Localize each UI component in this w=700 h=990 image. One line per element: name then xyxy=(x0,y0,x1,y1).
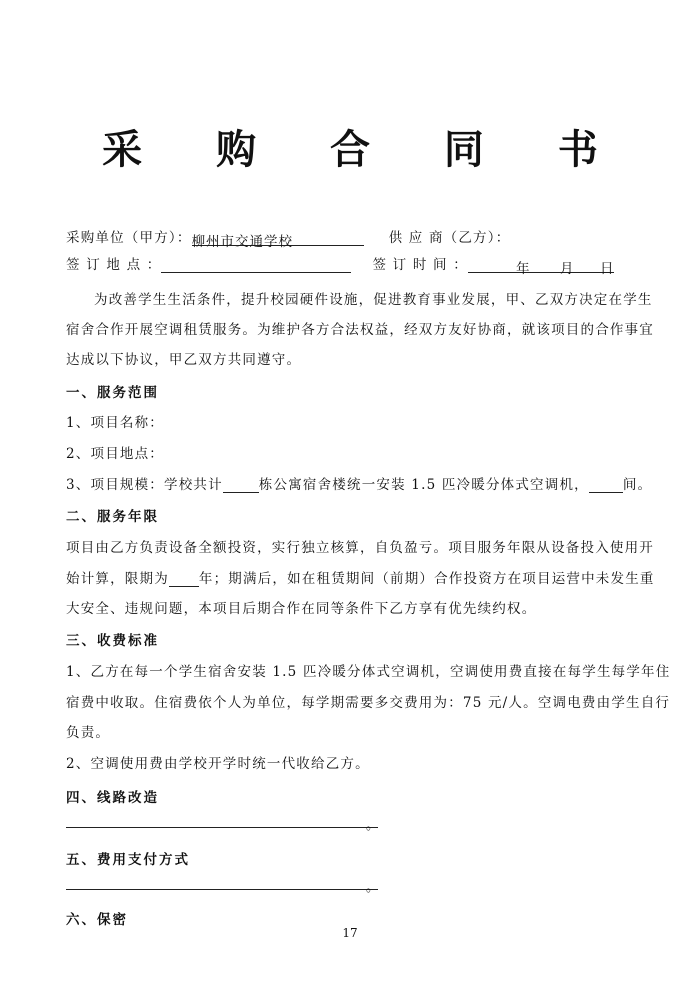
date-day: 日 xyxy=(599,261,615,277)
date-month: 月 xyxy=(559,261,575,277)
party-b-label: 供 应 商（乙方）： xyxy=(388,230,511,246)
intro-line-3: 达成以下协议，甲乙双方共同遵守。 xyxy=(66,352,302,368)
term-text-b: 年；期满后，如在租赁期间（前期）合作投资方在项目运营中未发生重 xyxy=(198,571,655,587)
project-location-line: 2、项目地点： xyxy=(66,446,164,462)
sign-time-field xyxy=(468,257,615,277)
payment-period: 。 xyxy=(366,880,380,895)
section-2-heading: 二、服务年限 xyxy=(66,509,159,525)
party-line xyxy=(66,226,511,250)
term-line-3: 大安全、违规问题，本项目后期合作在同等条件下乙方享有优先续约权。 xyxy=(66,601,537,617)
intro-line-2: 宿舍合作开展空调租赁服务。为维护各方合法权益，经双方友好协商，就该项目的合作事宜 xyxy=(66,322,654,338)
wiring-period: 。 xyxy=(366,818,380,833)
date-year: 年 xyxy=(515,261,531,277)
project-scale-line xyxy=(66,473,652,493)
fee-line-3: 负责。 xyxy=(66,725,111,741)
building-count-field xyxy=(223,477,259,493)
project-scale-text-c: 间。 xyxy=(622,477,653,493)
sign-place-label: 签 订 地 点 ： xyxy=(66,257,162,273)
document-title: 采 购 合 同 书 xyxy=(102,126,628,173)
sign-time-label: 签 订 时 间 ： xyxy=(372,257,468,273)
intro-line-1: 为改善学生生活条件，提升校园硬件设施，促进教育事业发展，甲、乙双方决定在学生 xyxy=(94,292,653,308)
section-4-heading: 四、线路改造 xyxy=(66,790,159,806)
term-line-2 xyxy=(66,567,655,587)
fee-line-1: 1、乙方在每一个学生宿舍安装 1.5 匹冷暖分体式空调机，空调使用费直接在每学生每学年住 xyxy=(66,664,671,680)
section-6-heading: 六、保密 xyxy=(66,912,128,928)
sign-line xyxy=(66,253,615,277)
party-a-label: 采购单位（甲方）： xyxy=(66,230,192,246)
room-count-field xyxy=(589,477,623,493)
page-number: 17 xyxy=(342,926,358,940)
project-scale-text-b: 栋公寓宿舍楼统一安装 1.5 匹冷暖分体式空调机， xyxy=(258,477,589,493)
term-line-1: 项目由乙方负责设备全额投资，实行独立核算，自负盈亏。项目服务年限从设备投入使用开 xyxy=(66,540,654,556)
section-5-heading: 五、费用支付方式 xyxy=(66,852,190,868)
sign-place-field xyxy=(161,257,351,273)
term-text-a: 始计算，限期为 xyxy=(66,571,169,587)
payment-blank-line xyxy=(66,888,378,890)
section-1-heading: 一、服务范围 xyxy=(66,385,159,401)
term-years-field xyxy=(169,571,199,587)
wiring-blank-line xyxy=(66,826,378,828)
project-scale-text-a: 3、项目规模：学校共计 xyxy=(66,477,223,493)
fee-line-2: 宿费中收取。住宿费依个人为单位，每学期需要多交费用为：75 元/人。空调电费由学生自行 xyxy=(66,695,671,711)
project-name-line: 1、项目名称： xyxy=(66,415,164,431)
party-a-value: 柳州市交通学校 xyxy=(192,230,364,246)
section-3-heading: 三、收费标准 xyxy=(66,633,159,649)
fee-line-4: 2、空调使用费由学校开学时统一代收给乙方。 xyxy=(66,756,370,772)
